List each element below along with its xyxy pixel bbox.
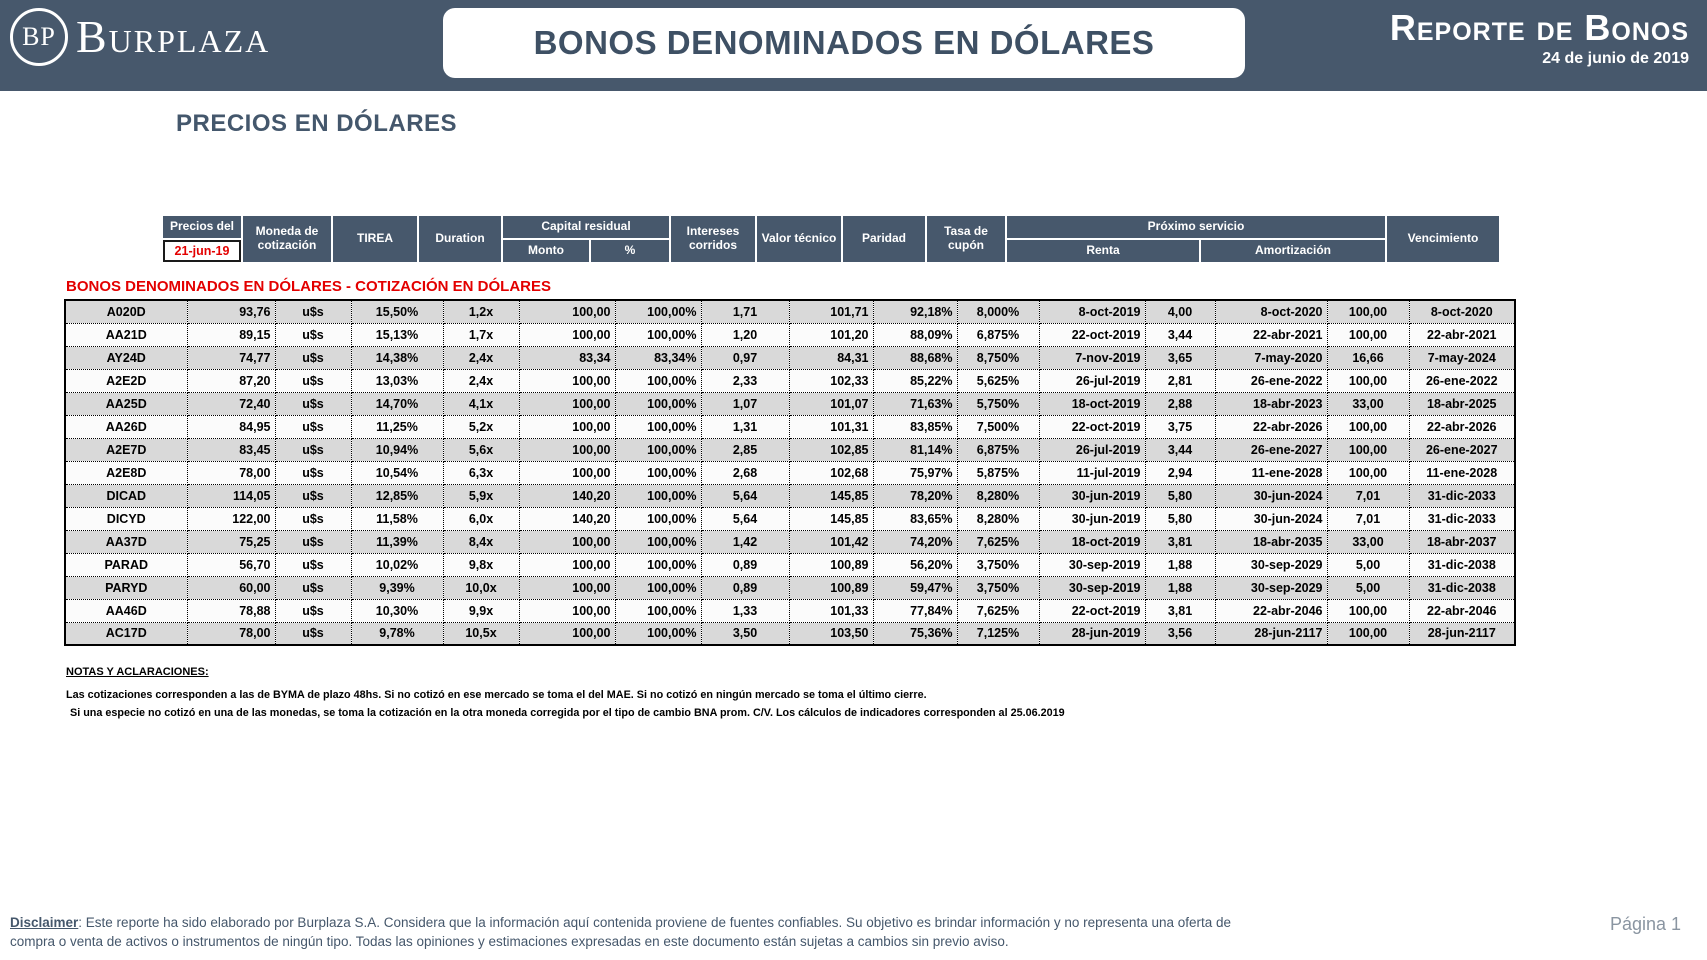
bond-cell: 11,25% bbox=[351, 415, 443, 438]
disclaimer bbox=[10, 913, 1340, 951]
bond-cell: 2,68 bbox=[701, 461, 789, 484]
bond-cell: 5,6x bbox=[443, 438, 519, 461]
bond-row bbox=[65, 346, 1515, 369]
header-monto: Monto bbox=[503, 240, 589, 262]
bond-cell: u$s bbox=[275, 622, 351, 645]
bond-row bbox=[65, 438, 1515, 461]
bond-cell: u$s bbox=[275, 392, 351, 415]
bond-cell: 1,42 bbox=[701, 530, 789, 553]
bond-cell: 100,00% bbox=[615, 484, 701, 507]
bond-cell: 100,89 bbox=[789, 553, 873, 576]
bonds-table bbox=[64, 299, 1516, 646]
bond-cell: 18-abr-2035 bbox=[1215, 530, 1327, 553]
bond-cell: 14,70% bbox=[351, 392, 443, 415]
bond-cell: 100,00 bbox=[519, 553, 615, 576]
bond-cell: 33,00 bbox=[1327, 392, 1409, 415]
bond-cell: 3,44 bbox=[1145, 323, 1215, 346]
bond-row bbox=[65, 553, 1515, 576]
bond-cell: 140,20 bbox=[519, 507, 615, 530]
bond-cell: 5,2x bbox=[443, 415, 519, 438]
bond-cell: 5,64 bbox=[701, 484, 789, 507]
bond-cell: 100,00 bbox=[1327, 369, 1409, 392]
bond-cell: 9,9x bbox=[443, 599, 519, 622]
bond-cell: 26-ene-2027 bbox=[1409, 438, 1515, 461]
bond-cell: 2,33 bbox=[701, 369, 789, 392]
bond-cell: 28-jun-2019 bbox=[1039, 622, 1145, 645]
bond-cell: 140,20 bbox=[519, 484, 615, 507]
bond-cell: 101,20 bbox=[789, 323, 873, 346]
bond-cell: 87,20 bbox=[187, 369, 275, 392]
bond-ticker: AA37D bbox=[65, 530, 187, 553]
bond-cell: 100,00% bbox=[615, 576, 701, 599]
bond-cell: u$s bbox=[275, 369, 351, 392]
bond-cell: 31-dic-2033 bbox=[1409, 484, 1515, 507]
bond-cell: 100,00% bbox=[615, 553, 701, 576]
bond-cell: 100,00% bbox=[615, 622, 701, 645]
bond-cell: 5,625% bbox=[957, 369, 1039, 392]
bond-cell: u$s bbox=[275, 323, 351, 346]
notes-line-2: Si una especie no cotizó en una de las monedas, se toma la cotización en la otra moneda corregida por el tipo de cambio BNA prom. C/V. Los cálculos de indicadores corresponden al 25.06.2019 bbox=[70, 707, 1065, 719]
bond-row bbox=[65, 392, 1515, 415]
bond-cell: 7-nov-2019 bbox=[1039, 346, 1145, 369]
bond-row bbox=[65, 530, 1515, 553]
bond-cell: 100,00 bbox=[519, 323, 615, 346]
bond-cell: 30-jun-2024 bbox=[1215, 484, 1327, 507]
bond-cell: 100,00% bbox=[615, 438, 701, 461]
bond-cell: 8,750% bbox=[957, 346, 1039, 369]
bond-cell: 10,30% bbox=[351, 599, 443, 622]
bond-cell: 5,750% bbox=[957, 392, 1039, 415]
bond-cell: 102,68 bbox=[789, 461, 873, 484]
bond-cell: 100,00 bbox=[519, 530, 615, 553]
header-pct: % bbox=[591, 240, 669, 262]
bond-cell: 83,85% bbox=[873, 415, 957, 438]
bond-cell: 100,00% bbox=[615, 461, 701, 484]
bond-ticker: AA26D bbox=[65, 415, 187, 438]
bond-cell: 75,36% bbox=[873, 622, 957, 645]
bond-cell: u$s bbox=[275, 507, 351, 530]
bond-cell: 100,00% bbox=[615, 369, 701, 392]
bond-cell: 30-jun-2024 bbox=[1215, 507, 1327, 530]
bond-cell: 26-ene-2027 bbox=[1215, 438, 1327, 461]
bond-cell: 83,34% bbox=[615, 346, 701, 369]
bond-cell: 100,00% bbox=[615, 300, 701, 323]
logo-initials: BP bbox=[22, 22, 56, 51]
bond-cell: 2,4x bbox=[443, 369, 519, 392]
bond-cell: 22-oct-2019 bbox=[1039, 415, 1145, 438]
bond-cell: u$s bbox=[275, 599, 351, 622]
bond-cell: 102,33 bbox=[789, 369, 873, 392]
bond-cell: 33,00 bbox=[1327, 530, 1409, 553]
bond-ticker: AC17D bbox=[65, 622, 187, 645]
notes-section bbox=[66, 666, 1065, 722]
bond-cell: 28-jun-2117 bbox=[1215, 622, 1327, 645]
bond-row bbox=[65, 461, 1515, 484]
bond-cell: 5,80 bbox=[1145, 507, 1215, 530]
notes-line-1: Las cotizaciones corresponden a las de BYMA de plazo 48hs. Si no cotizó en ese mercado se toma el del MAE. Si no cotizó en ningún mercado se toma el último cierre. bbox=[66, 689, 927, 701]
bond-cell: 5,64 bbox=[701, 507, 789, 530]
price-date-cell: 21-jun-19 bbox=[163, 240, 241, 262]
bond-cell: 5,00 bbox=[1327, 576, 1409, 599]
bond-ticker: A2E8D bbox=[65, 461, 187, 484]
bond-cell: 100,00 bbox=[1327, 438, 1409, 461]
bond-cell: 6,875% bbox=[957, 323, 1039, 346]
bond-cell: 8-oct-2020 bbox=[1215, 300, 1327, 323]
bond-cell: 12,85% bbox=[351, 484, 443, 507]
bond-cell: 18-abr-2023 bbox=[1215, 392, 1327, 415]
bond-cell: 18-abr-2037 bbox=[1409, 530, 1515, 553]
bond-cell: 2,94 bbox=[1145, 461, 1215, 484]
bond-cell: u$s bbox=[275, 461, 351, 484]
bond-cell: 3,44 bbox=[1145, 438, 1215, 461]
bond-cell: 3,750% bbox=[957, 576, 1039, 599]
bond-cell: 22-abr-2026 bbox=[1215, 415, 1327, 438]
bond-cell: u$s bbox=[275, 530, 351, 553]
bond-cell: 22-abr-2021 bbox=[1215, 323, 1327, 346]
header-moneda: Moneda de cotización bbox=[243, 216, 331, 262]
header-valor-tecnico: Valor técnico bbox=[757, 216, 841, 262]
bond-cell: 0,89 bbox=[701, 553, 789, 576]
bond-cell: 3,50 bbox=[701, 622, 789, 645]
bond-cell: 30-sep-2029 bbox=[1215, 576, 1327, 599]
bond-cell: 7,625% bbox=[957, 530, 1039, 553]
bond-cell: 81,14% bbox=[873, 438, 957, 461]
bond-row bbox=[65, 507, 1515, 530]
bond-cell: 71,63% bbox=[873, 392, 957, 415]
bond-cell: 22-oct-2019 bbox=[1039, 323, 1145, 346]
bond-cell: 3,750% bbox=[957, 553, 1039, 576]
header-tasa-cupon: Tasa de cupón bbox=[927, 216, 1005, 262]
bond-cell: 100,00 bbox=[1327, 300, 1409, 323]
bond-cell: 3,56 bbox=[1145, 622, 1215, 645]
bond-cell: 10,02% bbox=[351, 553, 443, 576]
bond-cell: 89,15 bbox=[187, 323, 275, 346]
report-meta bbox=[1390, 8, 1689, 70]
bond-cell: 3,81 bbox=[1145, 530, 1215, 553]
bond-cell: 1,20 bbox=[701, 323, 789, 346]
bond-cell: 22-oct-2019 bbox=[1039, 599, 1145, 622]
header-amortizacion: Amortización bbox=[1201, 240, 1385, 262]
bond-cell: 4,00 bbox=[1145, 300, 1215, 323]
bond-ticker: A020D bbox=[65, 300, 187, 323]
column-header-table bbox=[161, 214, 1501, 264]
bond-cell: 74,77 bbox=[187, 346, 275, 369]
bond-cell: 72,40 bbox=[187, 392, 275, 415]
bond-cell: 84,31 bbox=[789, 346, 873, 369]
bond-cell: 3,75 bbox=[1145, 415, 1215, 438]
bond-cell: 78,00 bbox=[187, 622, 275, 645]
bond-cell: 78,00 bbox=[187, 461, 275, 484]
bond-cell: 145,85 bbox=[789, 484, 873, 507]
bond-ticker: AA21D bbox=[65, 323, 187, 346]
bond-cell: 83,45 bbox=[187, 438, 275, 461]
bond-cell: 11-jul-2019 bbox=[1039, 461, 1145, 484]
bond-cell: 22-abr-2026 bbox=[1409, 415, 1515, 438]
bond-row bbox=[65, 484, 1515, 507]
bond-cell: 1,7x bbox=[443, 323, 519, 346]
bond-cell: 7,125% bbox=[957, 622, 1039, 645]
bond-cell: 100,00 bbox=[1327, 599, 1409, 622]
bond-cell: 7,625% bbox=[957, 599, 1039, 622]
header-capital-residual: Capital residual bbox=[503, 216, 669, 238]
bond-cell: 8,4x bbox=[443, 530, 519, 553]
bond-cell: 10,54% bbox=[351, 461, 443, 484]
bond-cell: 26-jul-2019 bbox=[1039, 369, 1145, 392]
bond-cell: 101,33 bbox=[789, 599, 873, 622]
bond-cell: 5,875% bbox=[957, 461, 1039, 484]
bond-cell: 100,00% bbox=[615, 392, 701, 415]
bond-cell: 74,20% bbox=[873, 530, 957, 553]
bond-cell: 100,00 bbox=[519, 300, 615, 323]
bond-cell: 1,31 bbox=[701, 415, 789, 438]
report-title: BONOS DENOMINADOS EN DÓLARES bbox=[533, 24, 1155, 61]
bond-cell: u$s bbox=[275, 484, 351, 507]
bond-cell: u$s bbox=[275, 346, 351, 369]
bond-cell: 85,22% bbox=[873, 369, 957, 392]
bond-cell: 10,5x bbox=[443, 622, 519, 645]
bond-row bbox=[65, 323, 1515, 346]
section-title: PRECIOS EN DÓLARES bbox=[176, 110, 458, 137]
header-vencimiento: Vencimiento bbox=[1387, 216, 1499, 262]
bond-cell: 88,68% bbox=[873, 346, 957, 369]
bond-row bbox=[65, 369, 1515, 392]
bond-cell: 16,66 bbox=[1327, 346, 1409, 369]
bond-cell: 8-oct-2020 bbox=[1409, 300, 1515, 323]
bond-cell: 11,58% bbox=[351, 507, 443, 530]
bond-ticker: AY24D bbox=[65, 346, 187, 369]
bond-cell: 77,84% bbox=[873, 599, 957, 622]
bond-cell: 11-ene-2028 bbox=[1409, 461, 1515, 484]
bond-cell: 102,85 bbox=[789, 438, 873, 461]
bond-cell: 7-may-2020 bbox=[1215, 346, 1327, 369]
report-date: 24 de junio de 2019 bbox=[1542, 50, 1689, 67]
bond-cell: 30-sep-2019 bbox=[1039, 553, 1145, 576]
bond-cell: 26-ene-2022 bbox=[1215, 369, 1327, 392]
bond-cell: 78,20% bbox=[873, 484, 957, 507]
bond-cell: 31-dic-2033 bbox=[1409, 507, 1515, 530]
bond-cell: 100,00 bbox=[519, 599, 615, 622]
bond-cell: 4,1x bbox=[443, 392, 519, 415]
bond-cell: 0,89 bbox=[701, 576, 789, 599]
bond-cell: 2,88 bbox=[1145, 392, 1215, 415]
bond-ticker: PARAD bbox=[65, 553, 187, 576]
bond-cell: 100,00 bbox=[1327, 622, 1409, 645]
bp-logo-icon bbox=[10, 8, 68, 66]
bond-cell: 93,76 bbox=[187, 300, 275, 323]
header-precios-del: Precios del bbox=[163, 216, 241, 238]
bond-cell: 100,00% bbox=[615, 415, 701, 438]
bond-cell: 26-ene-2022 bbox=[1409, 369, 1515, 392]
bond-cell: 18-oct-2019 bbox=[1039, 392, 1145, 415]
bond-cell: 7,01 bbox=[1327, 484, 1409, 507]
header-tirea: TIREA bbox=[333, 216, 417, 262]
bond-cell: 145,85 bbox=[789, 507, 873, 530]
bond-cell: 3,65 bbox=[1145, 346, 1215, 369]
bond-cell: 8,280% bbox=[957, 507, 1039, 530]
bond-cell: 59,47% bbox=[873, 576, 957, 599]
bond-cell: 1,71 bbox=[701, 300, 789, 323]
bond-cell: 100,89 bbox=[789, 576, 873, 599]
bond-cell: 78,88 bbox=[187, 599, 275, 622]
bond-ticker: AA46D bbox=[65, 599, 187, 622]
bond-cell: 8,000% bbox=[957, 300, 1039, 323]
bond-cell: 100,00% bbox=[615, 507, 701, 530]
disclaimer-line-1: : Este reporte ha sido elaborado por Burplaza S.A. Considera que la información aquí contenida proviene de fuentes confiables. Su objetivo es brindar información y no representa una oferta de bbox=[78, 915, 1232, 930]
bond-cell: 100,00 bbox=[519, 369, 615, 392]
bond-cell: u$s bbox=[275, 438, 351, 461]
bond-cell: 75,97% bbox=[873, 461, 957, 484]
bond-cell: 22-abr-2046 bbox=[1215, 599, 1327, 622]
bond-cell: 18-abr-2025 bbox=[1409, 392, 1515, 415]
bond-cell: 100,00 bbox=[1327, 461, 1409, 484]
report-name: Reporte de Bonos bbox=[1389, 7, 1689, 48]
bond-cell: 83,34 bbox=[519, 346, 615, 369]
bond-cell: 6,0x bbox=[443, 507, 519, 530]
bond-cell: 83,65% bbox=[873, 507, 957, 530]
bond-cell: u$s bbox=[275, 415, 351, 438]
bond-cell: 30-jun-2019 bbox=[1039, 484, 1145, 507]
bond-cell: 100,00 bbox=[1327, 323, 1409, 346]
bond-cell: 88,09% bbox=[873, 323, 957, 346]
header-intereses: Intereses corridos bbox=[671, 216, 755, 262]
bond-cell: 7,01 bbox=[1327, 507, 1409, 530]
bond-row bbox=[65, 415, 1515, 438]
bond-cell: 2,81 bbox=[1145, 369, 1215, 392]
bond-ticker: A2E7D bbox=[65, 438, 187, 461]
bond-cell: 15,13% bbox=[351, 323, 443, 346]
bond-cell: 18-oct-2019 bbox=[1039, 530, 1145, 553]
bond-cell: 1,88 bbox=[1145, 576, 1215, 599]
bond-cell: 8-oct-2019 bbox=[1039, 300, 1145, 323]
bond-cell: 100,00 bbox=[519, 438, 615, 461]
bond-cell: 9,78% bbox=[351, 622, 443, 645]
bond-cell: 1,88 bbox=[1145, 553, 1215, 576]
bond-cell: 5,00 bbox=[1327, 553, 1409, 576]
bond-cell: 10,0x bbox=[443, 576, 519, 599]
bond-cell: 101,71 bbox=[789, 300, 873, 323]
bond-cell: 56,70 bbox=[187, 553, 275, 576]
bond-cell: 11,39% bbox=[351, 530, 443, 553]
brand-name: Burplaza bbox=[76, 11, 271, 62]
bond-row bbox=[65, 576, 1515, 599]
top-banner bbox=[0, 0, 1707, 91]
bond-cell: 122,00 bbox=[187, 507, 275, 530]
bond-row bbox=[65, 599, 1515, 622]
bond-cell: 75,25 bbox=[187, 530, 275, 553]
bond-cell: 103,50 bbox=[789, 622, 873, 645]
bond-cell: 15,50% bbox=[351, 300, 443, 323]
table-subtitle: BONOS DENOMINADOS EN DÓLARES - COTIZACIÓN EN DÓLARES bbox=[66, 278, 552, 295]
bond-cell: 0,97 bbox=[701, 346, 789, 369]
bond-cell: 100,00 bbox=[519, 392, 615, 415]
bond-cell: 114,05 bbox=[187, 484, 275, 507]
bond-cell: 30-sep-2029 bbox=[1215, 553, 1327, 576]
bond-cell: 100,00 bbox=[1327, 415, 1409, 438]
bond-cell: u$s bbox=[275, 576, 351, 599]
bond-cell: 60,00 bbox=[187, 576, 275, 599]
header-paridad: Paridad bbox=[843, 216, 925, 262]
bond-cell: 56,20% bbox=[873, 553, 957, 576]
bond-cell: 31-dic-2038 bbox=[1409, 553, 1515, 576]
report-title-box bbox=[443, 8, 1245, 78]
bond-cell: 100,00 bbox=[519, 415, 615, 438]
bond-ticker: AA25D bbox=[65, 392, 187, 415]
bond-ticker: DICYD bbox=[65, 507, 187, 530]
bond-cell: 9,8x bbox=[443, 553, 519, 576]
bond-row bbox=[65, 300, 1515, 323]
bond-cell: 1,33 bbox=[701, 599, 789, 622]
bond-cell: 100,00 bbox=[519, 622, 615, 645]
bond-cell: 1,2x bbox=[443, 300, 519, 323]
bond-cell: 6,875% bbox=[957, 438, 1039, 461]
bond-cell: 92,18% bbox=[873, 300, 957, 323]
bond-cell: 101,42 bbox=[789, 530, 873, 553]
bond-cell: 13,03% bbox=[351, 369, 443, 392]
bond-cell: 10,94% bbox=[351, 438, 443, 461]
bond-cell: 22-abr-2046 bbox=[1409, 599, 1515, 622]
page-number: Página 1 bbox=[1609, 914, 1681, 934]
bond-cell: 84,95 bbox=[187, 415, 275, 438]
brand-logo bbox=[10, 8, 270, 66]
notes-title: NOTAS Y ACLARACIONES: bbox=[66, 666, 209, 678]
bond-cell: 28-jun-2117 bbox=[1409, 622, 1515, 645]
bond-cell: 5,80 bbox=[1145, 484, 1215, 507]
bond-cell: 8,280% bbox=[957, 484, 1039, 507]
disclaimer-line-2: compra o venta de activos o instrumentos de ningún tipo. Todas las opiniones y estimaciones expresadas en este documento están sujetas a cambios sin previo aviso. bbox=[10, 934, 1009, 949]
bond-ticker: PARYD bbox=[65, 576, 187, 599]
bond-cell: 26-jul-2019 bbox=[1039, 438, 1145, 461]
bond-cell: 1,07 bbox=[701, 392, 789, 415]
bond-cell: 3,81 bbox=[1145, 599, 1215, 622]
bond-cell: 5,9x bbox=[443, 484, 519, 507]
bond-cell: 22-abr-2021 bbox=[1409, 323, 1515, 346]
header-renta: Renta bbox=[1007, 240, 1199, 262]
bond-cell: 11-ene-2028 bbox=[1215, 461, 1327, 484]
bond-cell: 100,00 bbox=[519, 461, 615, 484]
bond-cell: 14,38% bbox=[351, 346, 443, 369]
bond-cell: 7,500% bbox=[957, 415, 1039, 438]
bond-cell: 31-dic-2038 bbox=[1409, 576, 1515, 599]
bond-cell: 101,31 bbox=[789, 415, 873, 438]
bond-ticker: DICAD bbox=[65, 484, 187, 507]
bond-cell: 100,00% bbox=[615, 530, 701, 553]
disclaimer-label: Disclaimer bbox=[10, 915, 79, 930]
bond-cell: u$s bbox=[275, 553, 351, 576]
bond-ticker: A2E2D bbox=[65, 369, 187, 392]
bond-cell: 9,39% bbox=[351, 576, 443, 599]
bond-cell: 100,00% bbox=[615, 323, 701, 346]
bond-cell: 30-jun-2019 bbox=[1039, 507, 1145, 530]
header-proximo-servicio: Próximo servicio bbox=[1007, 216, 1385, 238]
bond-cell: 100,00 bbox=[519, 576, 615, 599]
bond-cell: 2,4x bbox=[443, 346, 519, 369]
bond-cell: 2,85 bbox=[701, 438, 789, 461]
bond-cell: 100,00% bbox=[615, 599, 701, 622]
bond-row bbox=[65, 622, 1515, 645]
bond-cell: 7-may-2024 bbox=[1409, 346, 1515, 369]
bond-cell: 6,3x bbox=[443, 461, 519, 484]
bonds-tbody bbox=[65, 300, 1515, 645]
bond-cell: u$s bbox=[275, 300, 351, 323]
bond-cell: 101,07 bbox=[789, 392, 873, 415]
header-duration: Duration bbox=[419, 216, 501, 262]
bond-cell: 30-sep-2019 bbox=[1039, 576, 1145, 599]
